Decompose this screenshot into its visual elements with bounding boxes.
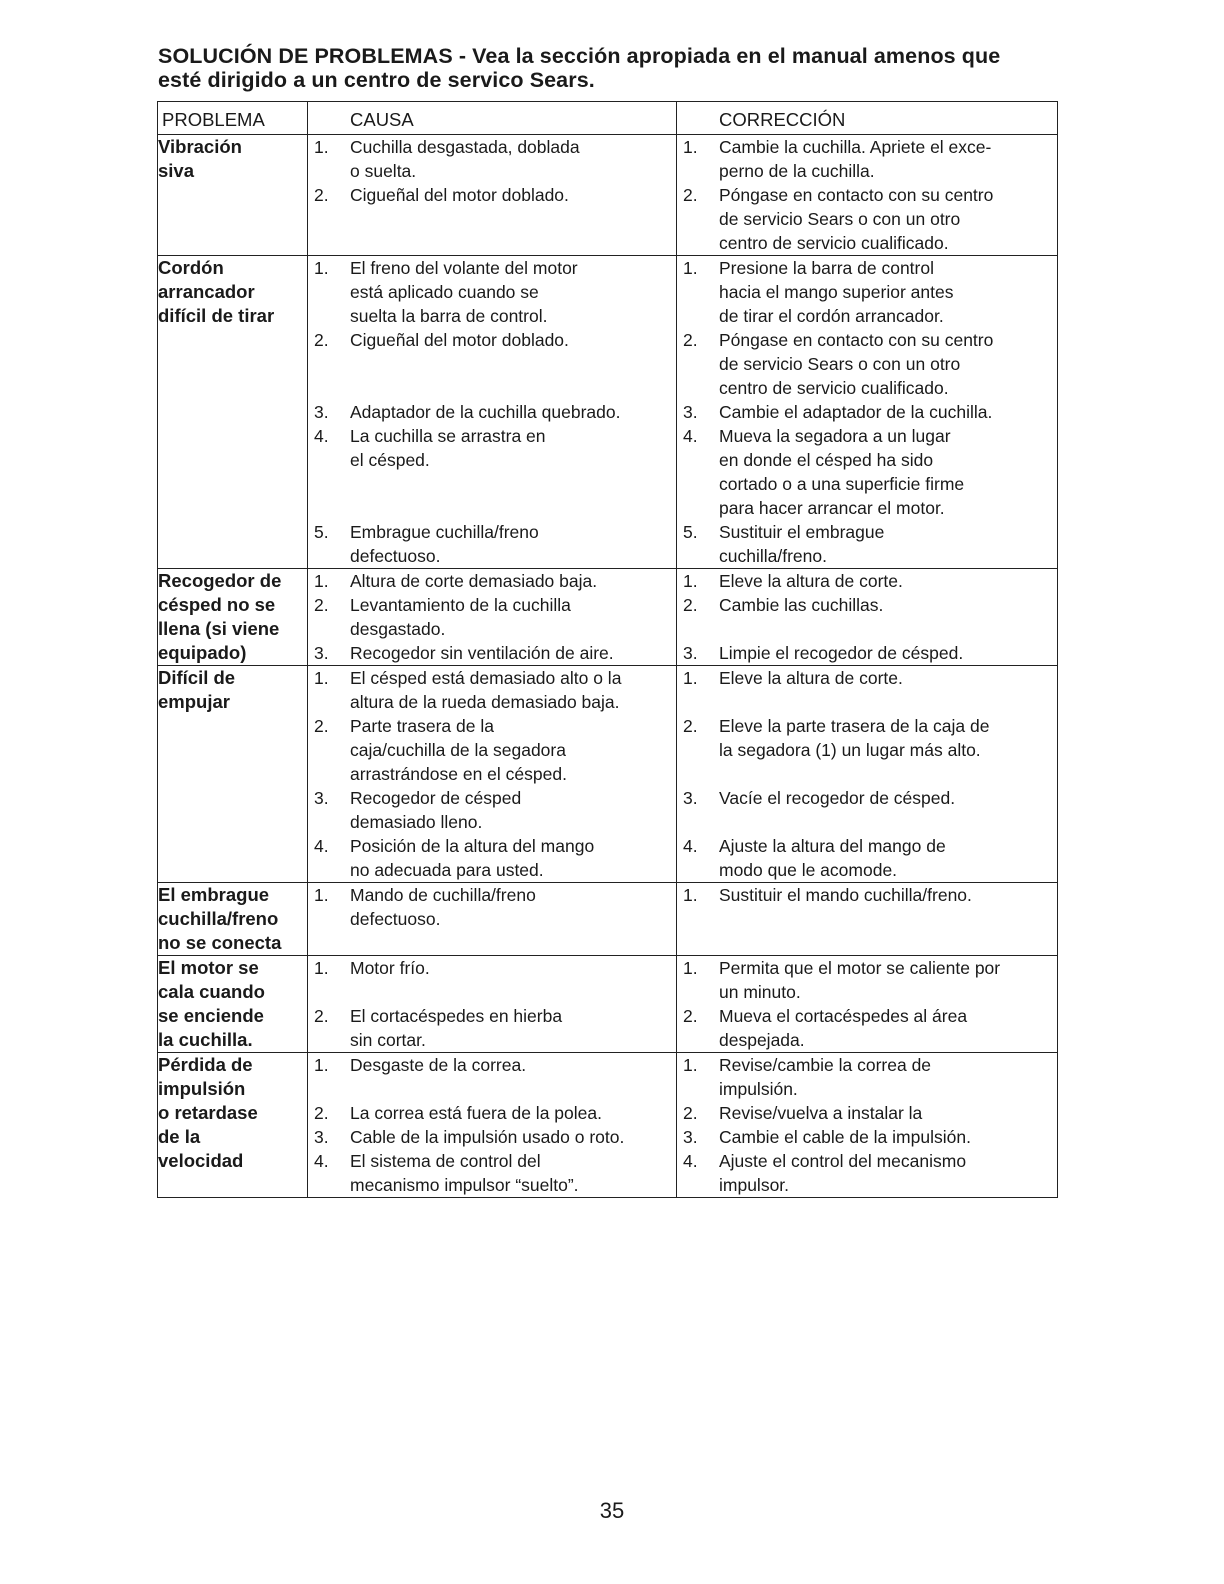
correction-item <box>677 135 1057 183</box>
correction-item-number: 1. <box>683 885 698 905</box>
cause-cell <box>308 883 677 956</box>
correction-item <box>677 834 1057 882</box>
table-row <box>158 956 1058 1053</box>
correction-item-line: un minuto. <box>719 982 801 1002</box>
cause-item-line: desgastado. <box>350 619 446 639</box>
cause-item-line: caja/cuchilla de la segadora <box>350 740 566 760</box>
cause-item-line <box>350 376 676 400</box>
problem-cell <box>158 569 308 666</box>
correction-item-line: Permita que el motor se caliente por <box>719 958 1001 978</box>
cause-item-line: Cuchilla desgastada, doblada <box>350 137 580 157</box>
cause-item-line: El cortacéspedes en hierba <box>350 1006 563 1026</box>
cause-item-line: Mando de cuchilla/freno <box>350 885 536 905</box>
correction-item-line: Ajuste la altura del mango de <box>719 836 946 856</box>
correction-item-number: 1. <box>683 1055 698 1075</box>
cause-item <box>308 520 676 568</box>
cause-item <box>308 256 676 328</box>
correction-item-line: Limpie el recogedor de césped. <box>719 643 964 663</box>
correction-item-number: 1. <box>683 258 698 278</box>
correction-item-line: Sustituir el embrague <box>719 522 885 542</box>
correction-item-line: cuchilla/freno. <box>719 546 827 566</box>
table-header-row <box>158 102 1058 135</box>
title-line-2: esté dirigido a un centro de servico Sears. <box>158 68 595 92</box>
header-cause: CAUSA <box>308 102 677 135</box>
cause-item-number: 1. <box>314 668 329 688</box>
correction-item-line <box>719 810 1057 834</box>
cause-item-line: Desgaste de la correa. <box>350 1055 527 1075</box>
cause-item-number: 4. <box>314 426 329 446</box>
correction-item-line <box>719 762 1057 786</box>
correction-item-number: 3. <box>683 643 698 663</box>
cause-item-line: La cuchilla se arrastra en <box>350 426 546 446</box>
correction-item <box>677 183 1057 255</box>
correction-item <box>677 714 1057 786</box>
correction-item-number: 2. <box>683 1103 698 1123</box>
problem-line: césped no se <box>158 594 276 615</box>
problem-cell <box>158 1053 308 1198</box>
problem-cell <box>158 666 308 883</box>
correction-item-number: 2. <box>683 716 698 736</box>
correction-item-line: hacia el mango superior antes <box>719 282 954 302</box>
cause-item-number: 3. <box>314 1127 329 1147</box>
correction-item <box>677 1053 1057 1101</box>
problem-line: se enciende <box>158 1005 264 1026</box>
problem-line: Cordón <box>158 257 224 278</box>
table-row <box>158 883 1058 956</box>
correction-item-line: Cambie la cuchilla. Apriete el exce- <box>719 137 992 157</box>
problem-cell <box>158 956 308 1053</box>
cause-item-number: 2. <box>314 716 329 736</box>
correction-item <box>677 520 1057 568</box>
table-row <box>158 1053 1058 1198</box>
correction-item-line: la segadora (1) un lugar más alto. <box>719 740 981 760</box>
correction-item <box>677 641 1057 665</box>
correction-item-number: 5. <box>683 522 698 542</box>
problem-line: El motor se <box>158 957 259 978</box>
correction-item-line: Eleve la parte trasera de la caja de <box>719 716 990 736</box>
cause-item-line: Recogedor de césped <box>350 788 522 808</box>
correction-item-line: Póngase en contacto con su centro <box>719 185 994 205</box>
correction-item-number: 1. <box>683 668 698 688</box>
correction-item-line: despejada. <box>719 1030 805 1050</box>
correction-item-number: 4. <box>683 1151 698 1171</box>
cause-item-line: altura de la rueda demasiado baja. <box>350 692 620 712</box>
correction-item-line: Eleve la altura de corte. <box>719 571 903 591</box>
cause-item-line: o suelta. <box>350 161 417 181</box>
cause-item-line: mecanismo impulsor “suelto”. <box>350 1175 579 1195</box>
cause-item-number: 2. <box>314 330 329 350</box>
problem-cell <box>158 883 308 956</box>
correction-item-line: Revise/cambie la correa de <box>719 1055 932 1075</box>
cause-item-line: El sistema de control del <box>350 1151 541 1171</box>
problem-line: la cuchilla. <box>158 1029 253 1050</box>
correction-item-line: impulsor. <box>719 1175 790 1195</box>
problem-line: arrancador <box>158 281 255 302</box>
cause-item-number: 2. <box>314 1103 329 1123</box>
correction-item-line: Sustituir el mando cuchilla/freno. <box>719 885 972 905</box>
correction-item-number: 3. <box>683 788 698 808</box>
correction-item-number: 2. <box>683 330 698 350</box>
cause-item-line: Cable de la impulsión usado o roto. <box>350 1127 625 1147</box>
cause-item <box>308 1053 676 1101</box>
cause-item-number: 3. <box>314 788 329 808</box>
correction-item <box>677 400 1057 424</box>
correction-item-line: Revise/vuelva a instalar la <box>719 1103 923 1123</box>
correction-item-number: 4. <box>683 836 698 856</box>
cause-item-line <box>350 496 676 520</box>
correction-item-line: Cambie las cuchillas. <box>719 595 884 615</box>
cause-item-line: La correa está fuera de la polea. <box>350 1103 602 1123</box>
correction-cell <box>677 256 1058 569</box>
correction-item-number: 2. <box>683 1006 698 1026</box>
problem-line: impulsión <box>158 1078 246 1099</box>
problem-line: Vibración <box>158 136 242 157</box>
cause-item-number: 2. <box>314 185 329 205</box>
correction-item-number: 1. <box>683 958 698 978</box>
cause-item <box>308 593 676 641</box>
cause-item-line: sin cortar. <box>350 1030 426 1050</box>
cause-item-line: Parte trasera de la <box>350 716 494 736</box>
title-line-1: SOLUCIÓN DE PROBLEMAS - Vea la sección apropiada en el manual amenos que <box>158 44 1001 68</box>
correction-item-line: Vacíe el recogedor de césped. <box>719 788 956 808</box>
correction-item <box>677 666 1057 714</box>
cause-item-line: defectuoso. <box>350 909 441 929</box>
cause-item-line <box>350 1077 676 1101</box>
cause-item-number: 4. <box>314 836 329 856</box>
cause-item-line: no adecuada para usted. <box>350 860 544 880</box>
cause-item <box>308 569 676 593</box>
problem-line: cala cuando <box>158 981 265 1002</box>
troubleshooting-table <box>157 101 1058 1198</box>
cause-item-line: Recogedor sin ventilación de aire. <box>350 643 614 663</box>
cause-item-number: 2. <box>314 1006 329 1026</box>
correction-item <box>677 786 1057 834</box>
correction-item-number: 4. <box>683 426 698 446</box>
correction-cell <box>677 1053 1058 1198</box>
cause-item <box>308 883 676 931</box>
cause-cell <box>308 135 677 256</box>
problem-line: siva <box>158 160 195 181</box>
cause-item-number: 1. <box>314 571 329 591</box>
correction-item-line: centro de servicio cualificado. <box>719 378 949 398</box>
problem-line: empujar <box>158 691 230 712</box>
cause-item-line: el césped. <box>350 450 430 470</box>
correction-item-number: 1. <box>683 571 698 591</box>
cause-item-line: Adaptador de la cuchilla quebrado. <box>350 402 621 422</box>
cause-item <box>308 328 676 400</box>
correction-item-line: Mueva la segadora a un lugar <box>719 426 951 446</box>
cause-item-line: Cigueñal del motor doblado. <box>350 330 569 350</box>
correction-item <box>677 1004 1057 1052</box>
cause-cell <box>308 956 677 1053</box>
cause-item-line: defectuoso. <box>350 546 441 566</box>
cause-cell <box>308 666 677 883</box>
cause-item-number: 3. <box>314 402 329 422</box>
correction-item <box>677 1149 1057 1197</box>
correction-item-line: Cambie el adaptador de la cuchilla. <box>719 402 993 422</box>
header-problem: PROBLEMA <box>158 102 308 135</box>
cause-item-number: 1. <box>314 137 329 157</box>
correction-item-line <box>719 690 1057 714</box>
correction-item-line: Póngase en contacto con su centro <box>719 330 994 350</box>
table-body <box>158 135 1058 1198</box>
correction-item-line <box>719 617 1057 641</box>
problem-line: de la <box>158 1126 201 1147</box>
correction-item-number: 3. <box>683 402 698 422</box>
cause-item <box>308 424 676 520</box>
cause-item-line: Altura de corte demasiado baja. <box>350 571 598 591</box>
table-row <box>158 256 1058 569</box>
cause-item-line: Levantamiento de la cuchilla <box>350 595 571 615</box>
cause-item-line <box>350 352 676 376</box>
problem-line: llena (si viene <box>158 618 280 639</box>
correction-item-line: Eleve la altura de corte. <box>719 668 903 688</box>
cause-cell <box>308 569 677 666</box>
header-correction: CORRECCIÓN <box>677 102 1058 135</box>
cause-item <box>308 786 676 834</box>
correction-item-number: 2. <box>683 185 698 205</box>
correction-cell <box>677 956 1058 1053</box>
cause-item-number: 1. <box>314 258 329 278</box>
cause-item-number: 4. <box>314 1151 329 1171</box>
cause-item-line: Motor frío. <box>350 958 430 978</box>
correction-cell <box>677 666 1058 883</box>
cause-item-number: 2. <box>314 595 329 615</box>
cause-item-line <box>350 472 676 496</box>
problem-line: El embrague <box>158 884 270 905</box>
correction-item-line: centro de servicio cualificado. <box>719 233 949 253</box>
problem-line: equipado) <box>158 642 247 663</box>
correction-cell <box>677 883 1058 956</box>
problem-line: difícil de tirar <box>158 305 275 326</box>
correction-item-line: cortado o a una superficie firme <box>719 474 965 494</box>
correction-item <box>677 1125 1057 1149</box>
correction-item-line: modo que le acomode. <box>719 860 898 880</box>
page-title <box>158 44 1068 92</box>
cause-item <box>308 1101 676 1125</box>
correction-item-line: para hacer arrancar el motor. <box>719 498 945 518</box>
problem-line: velocidad <box>158 1150 244 1171</box>
cause-item-line: demasiado lleno. <box>350 812 483 832</box>
cause-item-line: arrastrándose en el césped. <box>350 764 567 784</box>
cause-item-line: El césped está demasiado alto o la <box>350 668 622 688</box>
correction-item <box>677 256 1057 328</box>
correction-item <box>677 593 1057 641</box>
correction-cell <box>677 569 1058 666</box>
cause-item <box>308 834 676 882</box>
problem-cell <box>158 256 308 569</box>
correction-item <box>677 569 1057 593</box>
cause-item-number: 1. <box>314 958 329 978</box>
cause-item-line: El freno del volante del motor <box>350 258 578 278</box>
cause-item-line: Posición de la altura del mango <box>350 836 595 856</box>
correction-item-line: Cambie el cable de la impulsión. <box>719 1127 971 1147</box>
cause-item-line: suelta la barra de control. <box>350 306 548 326</box>
cause-item <box>308 1004 676 1052</box>
cause-item <box>308 1149 676 1197</box>
correction-cell <box>677 135 1058 256</box>
problem-line: no se conecta <box>158 932 282 953</box>
cause-item-number: 1. <box>314 1055 329 1075</box>
cause-item <box>308 666 676 714</box>
problem-line: Recogedor de <box>158 570 282 591</box>
cause-item-line <box>350 980 676 1004</box>
correction-item-line: de servicio Sears o con un otro <box>719 209 961 229</box>
correction-item <box>677 956 1057 1004</box>
correction-item <box>677 883 1057 907</box>
correction-item <box>677 328 1057 400</box>
table-row <box>158 135 1058 256</box>
cause-item-line: Cigueñal del motor doblado. <box>350 185 569 205</box>
problem-cell <box>158 135 308 256</box>
problem-line: Difícil de <box>158 667 236 688</box>
correction-item-number: 2. <box>683 595 698 615</box>
problem-line: cuchilla/freno <box>158 908 279 929</box>
cause-item <box>308 714 676 786</box>
correction-item-number: 1. <box>683 137 698 157</box>
cause-item <box>308 183 676 207</box>
correction-item-line: en donde el césped ha sido <box>719 450 934 470</box>
cause-item <box>308 1125 676 1149</box>
cause-item-line: Embrague cuchilla/freno <box>350 522 539 542</box>
cause-item-number: 3. <box>314 643 329 663</box>
cause-item <box>308 135 676 183</box>
correction-item-line: Mueva el cortacéspedes al área <box>719 1006 968 1026</box>
cause-cell <box>308 1053 677 1198</box>
correction-item-line: de tirar el cordón arrancador. <box>719 306 944 326</box>
correction-item <box>677 424 1057 520</box>
correction-item-number: 3. <box>683 1127 698 1147</box>
cause-item <box>308 641 676 665</box>
correction-item <box>677 1101 1057 1125</box>
cause-cell <box>308 256 677 569</box>
table-row <box>158 666 1058 883</box>
correction-item-line: de servicio Sears o con un otro <box>719 354 961 374</box>
page-number: 35 <box>599 1498 625 1523</box>
table-row <box>158 569 1058 666</box>
problem-line: o retardase <box>158 1102 258 1123</box>
cause-item-line: está aplicado cuando se <box>350 282 539 302</box>
correction-item-line: perno de la cuchilla. <box>719 161 875 181</box>
cause-item <box>308 400 676 424</box>
correction-item-line: impulsión. <box>719 1079 798 1099</box>
correction-item-line: Presione la barra de control <box>719 258 934 278</box>
cause-item-number: 1. <box>314 885 329 905</box>
problem-line: Pérdida de <box>158 1054 253 1075</box>
correction-item-line: Ajuste el control del mecanismo <box>719 1151 967 1171</box>
cause-item-number: 5. <box>314 522 329 542</box>
cause-item <box>308 956 676 1004</box>
